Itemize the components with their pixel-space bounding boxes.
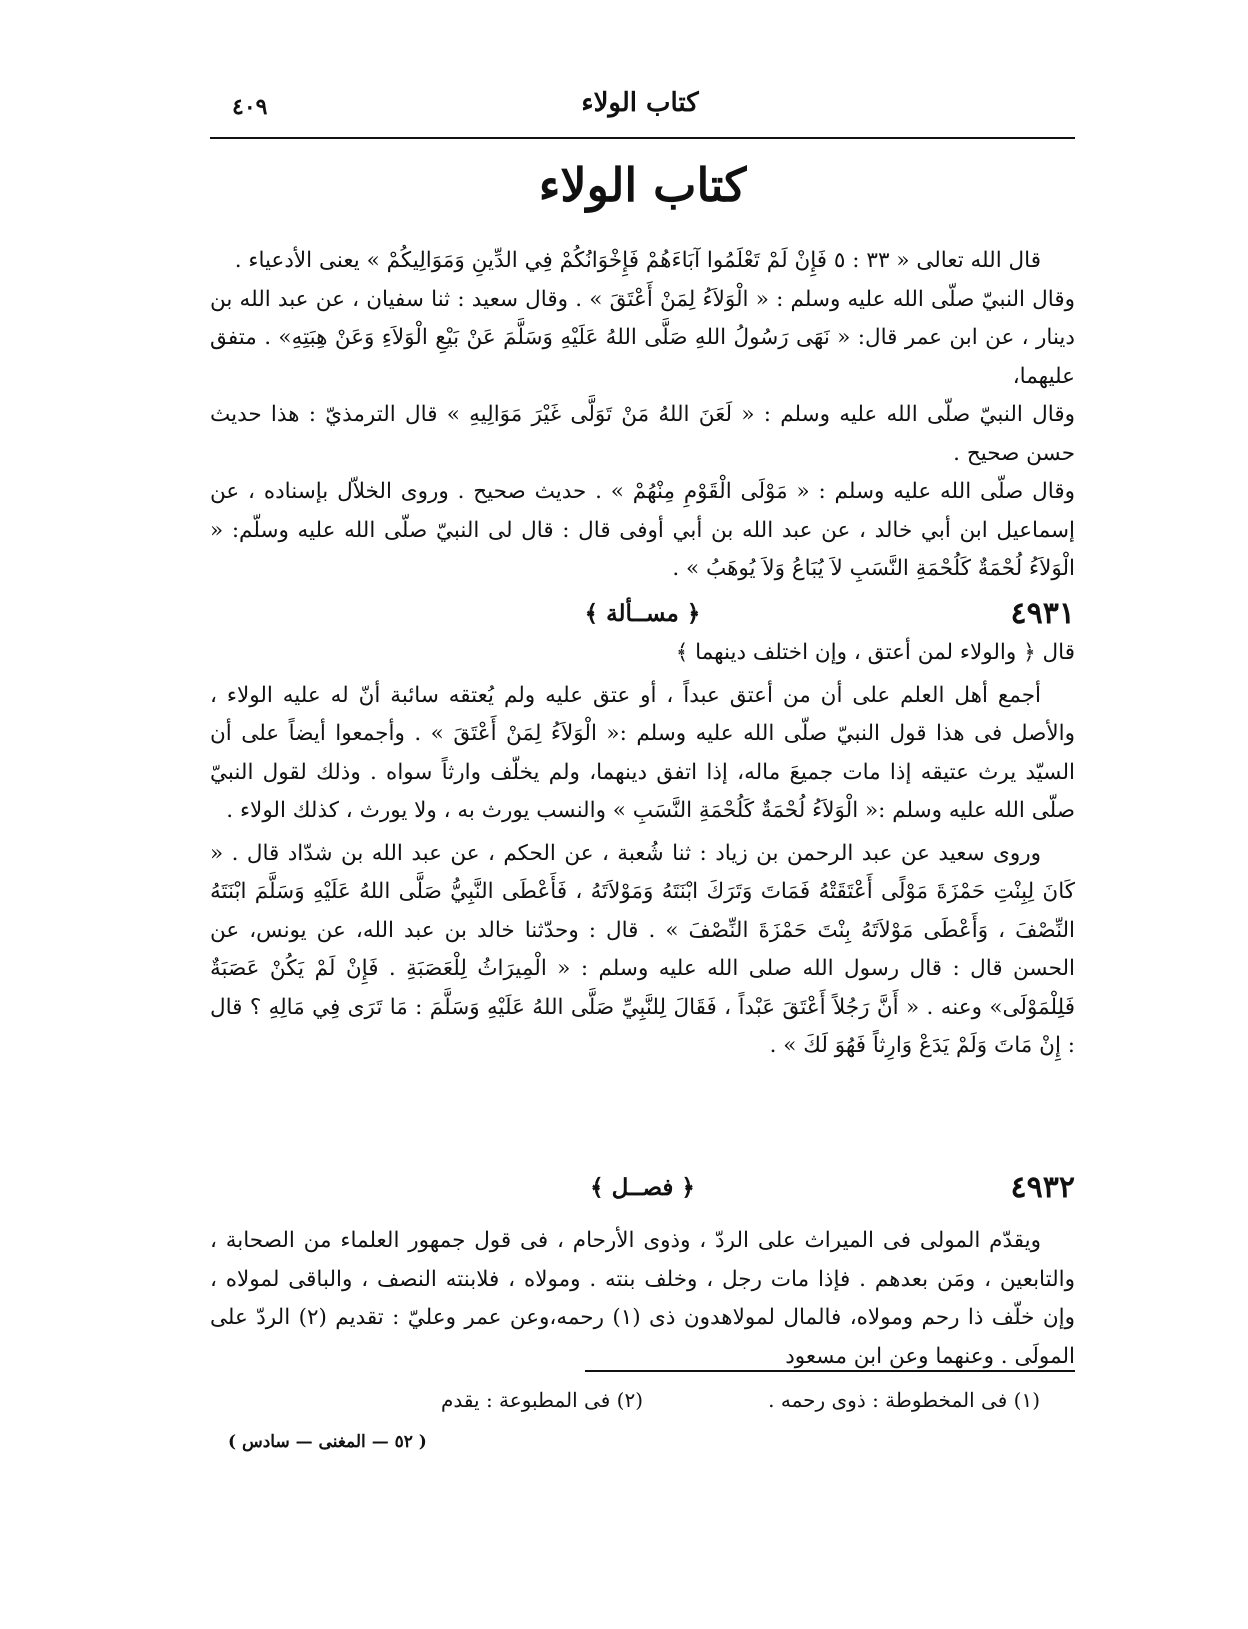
intro-paragraph: وقال صلّى الله عليه وسلم : « مَوْلَى الْقَوْمِ مِنْهُمْ » . حديث صحيح . وروى الخلاّل بإسناده ، عن إسماعيل ابن أبي خالد ، عن عبد الله بن أبي أوفى قال : قال لى النبيّ صلّى الله عليه وسلّم: « الْوَلاَءُ لُحْمَةٌ كَلُحْمَةِ النَّسَبِ لاَ يُبَاعُ وَلاَ يُوهَبُ » .	[210, 479, 1075, 581]
body-paragraph: وروى سعيد عن عبد الرحمن بن زياد : ثنا شُعبة ، عن الحكم ، عن عبد الله بن شدّاد قال . « كَانَ لِبِنْتِ حَمْزَةَ مَوْلًى أَعْتَقَتْهُ فَمَاتَ وَتَرَكَ ابْنَتَهُ وَمَوْلاَتَهُ ، فَأَعْطَى النَّبِيُّ صَلَّى اللهُ عَلَيْهِ وَسَلَّمَ ابْنَتَهُ النِّصْفَ ، وَأَعْطَى مَوْلاَتَهُ بِنْتَ حَمْزَةَ النِّصْفَ » . قال : وحدّثنا خالد بن عبد الله، عن يونس، عن الحسن قال : قال رسول الله صلى الله عليه وسلم : « الْمِيرَاثُ لِلْعَصَبَةِ . فَإِنْ لَمْ يَكُنْ عَصَبَةٌ فَلِلْمَوْلَى» وعنه . « أَنَّ رَجُلاً أَعْتَقَ عَبْداً ، فَقَالَ لِلنَّبِيِّ صَلَّى اللهُ عَلَيْهِ وَسَلَّمَ : مَا تَرَى فِي مَالِهِ ؟ قال : إِنْ مَاتَ وَلَمْ يَدَعْ وَارِثاً فَهُوَ لَكَ » .	[210, 840, 1075, 1058]
section-header-4932	[210, 1170, 1075, 1214]
intro-paragraph: وقال النبيّ صلّى الله عليه وسلم : « الْوَلاَءُ لِمَنْ أَعْتَقَ » . وقال سعيد : ثنا سفيان ، عن عبد الله بن دينار ، عن ابن عمر قال: « نَهَى رَسُولُ اللهِ صَلَّى اللهُ عَلَيْهِ وَسَلَّمَ عَنْ بَيْعِ الْوَلاَءِ وَعَنْ هِبَتِهِ» . متفق عليهما،	[210, 286, 1075, 389]
running-title: كتاب الولاء	[581, 88, 699, 118]
section-label: ﴿ مســألة ﴾	[584, 600, 701, 627]
matn-line: قال ﴿ والولاء لمن أعتق ، وإن اختلف دينهما ﴾	[675, 640, 1075, 665]
header-rule	[210, 137, 1075, 139]
footnote-1: (١) فى المخطوطة : ذوى رحمه .	[768, 1388, 1040, 1412]
intro-paragraph: قال الله تعالى « ٣٣ : ٥ فَإِنْ لَمْ تَعْلَمُوا آبَاءَهُمْ فَإِخْوَانُكُمْ فِي الدِّينِ وَمَوَالِيكُمْ » يعنى الأدعياء .	[234, 248, 1041, 273]
footnote-rule	[585, 1370, 1075, 1372]
section-number: ٤٩٣٢	[1010, 1170, 1075, 1205]
section-label: ﴿ فصــل ﴾	[590, 1174, 695, 1201]
intro-text	[210, 242, 1075, 589]
signature-mark: ( ٥٢ — المغنى — سادس )	[228, 1432, 427, 1452]
intro-paragraph: وقال النبيّ صلّى الله عليه وسلم : « لَعَنَ اللهُ مَنْ تَوَلَّى غَيْرَ مَوَالِيهِ » قال الترمذيّ : هذا حديث حسن صحيح .	[210, 402, 1075, 466]
section-4931-body	[210, 634, 1075, 1066]
footnote-2: (٢) فى المطبوعة : يقدم	[441, 1388, 643, 1412]
running-header	[210, 88, 1070, 130]
chapter-title: كتاب الولاء	[538, 158, 747, 212]
section-4932-body	[210, 1222, 1075, 1376]
body-paragraph: ويقدّم المولى فى الميراث على الردّ ، وذوى الأرحام ، فى قول جمهور العلماء من الصحابة ، والتابعين ، ومَن بعدهم . فإذا مات رجل ، وخلف بنته . ومولاه ، فلابنته النصف ، والباقى لمولاه ، وإن خلّف ذا رحم ومولاه، فالمال لمولاهدون ذى (١) رحمه،وعن عمر وعليّ : تقديم (٢) الردّ على المولَى . وعنهما وعن ابن مسعود	[210, 1228, 1075, 1369]
page-number: ٤٠٩	[232, 94, 268, 120]
body-paragraph: أجمع أهل العلم على أن من أعتق عبداً ، أو عتق عليه ولم يُعتقه سائبة أنّ له عليه الولاء ، والأصل فى هذا قول النبيّ صلّى الله عليه وسلم :« الْوَلاَءُ لِمَنْ أَعْتَقَ » . وأجمعوا أيضاً على أن السيّد يرث عتيقه إذا مات جميعَ ماله، إذا اتفق دينهما، ولم يخلّف وارثاً سواه . وذلك لقول النبيّ صلّى الله عليه وسلم :« الْوَلاَءُ لُحْمَةٌ كَلُحْمَةِ النَّسَبِ » والنسب يورث به ، ولا يورث ، كذلك الولاء .	[210, 682, 1075, 823]
section-number: ٤٩٣١	[1010, 596, 1075, 631]
